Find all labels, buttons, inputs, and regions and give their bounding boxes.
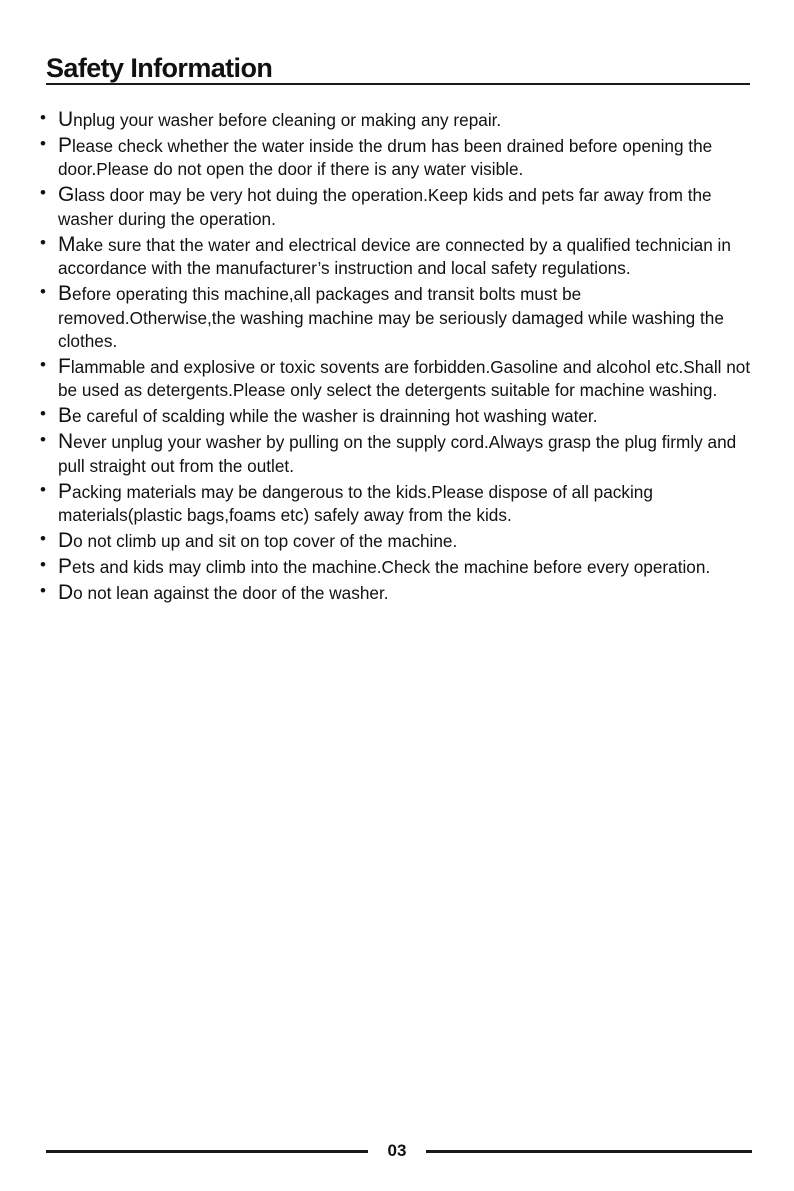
item-initial: F — [58, 355, 71, 379]
footer-rule-right — [426, 1150, 752, 1153]
bullet-icon: • — [40, 134, 46, 153]
safety-item-top-cover — [40, 529, 756, 553]
safety-item-packing — [40, 480, 756, 528]
item-initial: B — [58, 282, 73, 306]
bullet-icon: • — [40, 555, 46, 575]
bullet-icon: • — [40, 232, 46, 252]
safety-item-drum-drained — [40, 134, 756, 182]
item-initial: P — [58, 479, 73, 503]
item-text: lammable and explosive or toxic sovents are forbidden.Gasoline and alcohol etc.Shall not be used as detergents.Please only select the detergents suitable for machine washing. — [58, 357, 751, 401]
item-initial: D — [58, 529, 74, 553]
bullet-icon: • — [40, 581, 46, 601]
item-initial: B — [58, 404, 73, 428]
item-text: o not lean against the door of the washer. — [73, 583, 389, 604]
item-initial: P — [58, 134, 73, 157]
item-text: o not climb up and sit on top cover of the machine. — [73, 531, 458, 552]
item-initial: G — [58, 183, 75, 207]
item-text: lease check whether the water inside the drum has been drained before opening the door.Please do not open the door if there is any water visible. — [58, 136, 713, 180]
bullet-icon: • — [40, 404, 46, 424]
item-text: e careful of scalding while the washer is drainning hot washing water. — [72, 406, 598, 427]
safety-item-unplug — [40, 108, 756, 132]
footer-rule-left — [46, 1150, 368, 1153]
safety-item-supply-cord — [40, 430, 756, 478]
safety-item-scalding — [40, 404, 756, 428]
bullet-icon: • — [40, 430, 46, 450]
safety-item-technician — [40, 233, 756, 281]
page-number: 03 — [387, 1141, 407, 1160]
item-initial: M — [58, 232, 76, 256]
safety-item-lean-door — [40, 581, 756, 605]
item-initial: U — [58, 108, 74, 131]
bullet-icon: • — [40, 355, 46, 375]
item-text: ake sure that the water and electrical device are connected by a qualified technician in accordance with the manufacturer’s instruction and local safety regulations. — [58, 234, 731, 279]
safety-item-hot-glass — [40, 183, 756, 231]
bullet-icon: • — [40, 282, 46, 302]
bullet-icon: • — [40, 529, 46, 549]
item-initial: D — [58, 581, 74, 605]
safety-item-flammable — [40, 355, 756, 403]
item-text: efore operating this machine,all packages and transit bolts must be removed.Otherwise,the washing machine may be seriously damaged while washing the clothes. — [58, 284, 724, 352]
item-text: ever unplug your washer by pulling on the supply cord.Always grasp the plug firmly and pull straight out from the outlet. — [58, 432, 737, 476]
bullet-icon: • — [40, 183, 46, 203]
item-initial: P — [58, 555, 73, 579]
item-text: lass door may be very hot duing the operation.Keep kids and pets far away from the washer during the operation. — [58, 185, 712, 229]
title-underline — [46, 83, 750, 85]
safety-list — [40, 108, 756, 607]
item-text: ets and kids may climb into the machine.Check the machine before every operation. — [72, 557, 711, 578]
item-text: acking materials may be dangerous to the kids.Please dispose of all packing materials(plastic bags,foams etc) safely away from the kids. — [58, 481, 653, 526]
page-title: Safety Information — [46, 53, 273, 83]
safety-item-transit-bolts — [40, 282, 756, 353]
page-footer — [46, 1136, 752, 1166]
item-initial: N — [58, 430, 74, 454]
bullet-icon: • — [40, 108, 46, 127]
item-text: nplug your washer before cleaning or making any repair. — [73, 110, 502, 130]
safety-item-pets-kids — [40, 555, 756, 579]
bullet-icon: • — [40, 479, 46, 499]
